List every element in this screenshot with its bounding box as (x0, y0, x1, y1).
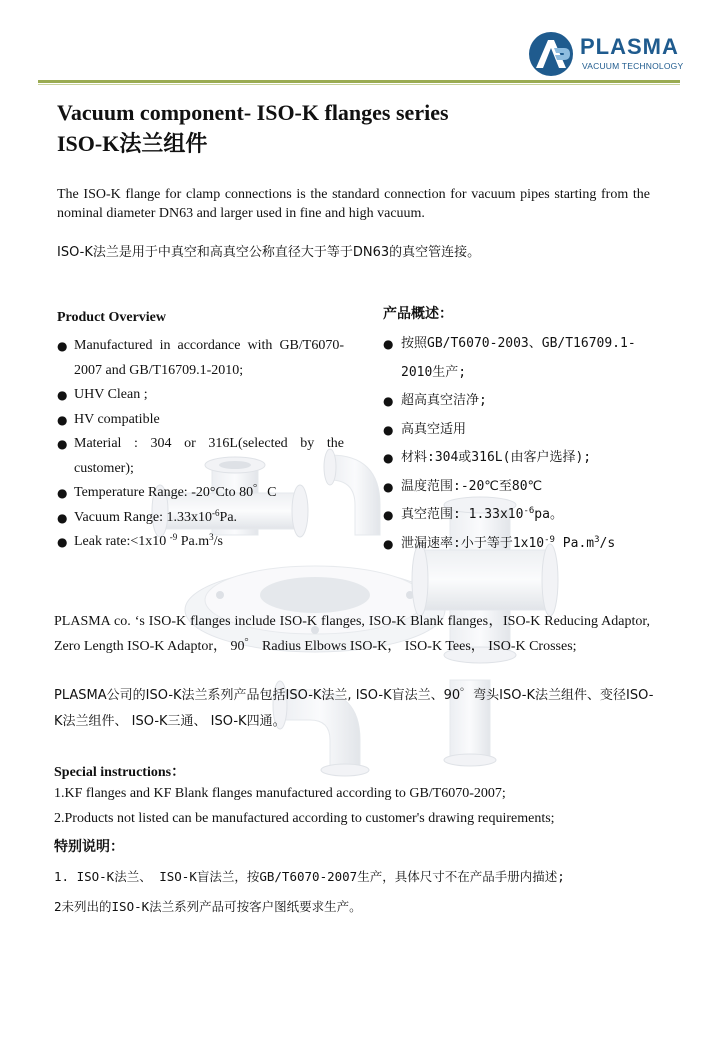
list-item-text: HV compatible (74, 411, 160, 427)
exponent: -9 (169, 532, 178, 542)
list-item (383, 473, 653, 502)
list-item (57, 481, 344, 506)
special-instruction-cn-1: 1. ISO-K法兰、 ISO-K盲法兰，按GB/T6070-2007生产，具体尺寸不在产品手册内描述; (54, 869, 565, 884)
unit-text: Pa.m (177, 534, 210, 549)
list-item-text: 高真空适用 (401, 421, 467, 437)
list-item (383, 530, 653, 559)
header-divider (38, 80, 680, 83)
list-item (57, 432, 344, 481)
overview-list-en (57, 334, 344, 555)
list-item-text: 真空范围: 1.33x10 (401, 507, 524, 522)
list-item-text: Vacuum Range: 1.33x10 (74, 509, 213, 525)
list-item-text: 泄漏速率:小于等于1x10 (401, 535, 545, 551)
list-item (383, 444, 653, 473)
product-range-en: PLASMA co. ‘s ISO-K flanges include ISO-K flanges, ISO-K Blank flanges，ISO-K Reducing Adaptor, Zero Length ISO-K Adaptor， 90゜ Radius Elbows ISO-K， ISO-K Tees， ISO-K Crosses; (54, 614, 650, 654)
special-instruction-2: 2.Products not listed can be manufactured according to customer's drawing requirements; (54, 811, 555, 826)
special-instructions-title-cn: 特别说明： (54, 839, 124, 855)
list-item-text: 按照GB/T6070-2003、GB/T16709.1-2010生产; (401, 336, 636, 380)
overview-list-cn (383, 330, 653, 558)
unit-text: /s (213, 534, 223, 549)
list-item-text: Manufactured in accordance with GB/T6070-2007 and GB/T16709.1-2010; (74, 338, 344, 378)
list-item (57, 530, 344, 555)
overview-title-en: Product Overview (57, 310, 166, 325)
exponent: -6 (212, 507, 220, 518)
list-item (57, 334, 344, 383)
list-item-text: Temperature Range: -20°Cto 80゜C (74, 485, 277, 500)
special-instructions-title: Special instructions： (54, 765, 186, 780)
list-item-text: UHV Clean ; (74, 387, 148, 402)
list-item (383, 416, 653, 445)
list-item-text: 温度范围:-20℃至80℃ (401, 478, 543, 494)
list-item (57, 408, 344, 433)
intro-paragraph-en: The ISO-K flange for clamp connections is the standard connection for vacuum pipes starting from the nominal diameter DN63 and larger used in fine and high vacuum. (57, 187, 650, 221)
list-item (57, 383, 344, 408)
list-item-text: Leak rate:<1x10 (74, 534, 170, 549)
unit-text: /s (599, 535, 616, 551)
unit-text: pa。 (534, 507, 563, 522)
page-title-en: Vacuum component- ISO-K flanges series (57, 100, 449, 125)
product-range-cn: PLASMA公司的ISO-K法兰系列产品包括ISO-K法兰, ISO-K盲法兰、90゜弯头ISO-K法兰组件、变径ISO-K法兰组件、 ISO-K三通、 ISO-K四通。 (54, 688, 654, 729)
list-item (383, 330, 653, 387)
special-instruction-1: 1.KF flanges and KF Blank flanges manufactured according to GB/T6070-2007; (54, 786, 506, 801)
unit-text: Pa. (219, 509, 238, 525)
list-item-text: 材料:304或316L(由客户选择); (401, 450, 592, 465)
special-instruction-cn-2: 2未列出的ISO-K法兰系列产品可按客户图纸要求生产。 (54, 899, 362, 914)
list-item (57, 506, 344, 531)
exponent: 3 (594, 534, 600, 545)
exponent: 3 (209, 532, 214, 542)
list-item-text: Material : 304 or 316L(selected by the customer); (74, 436, 344, 476)
intro-paragraph-cn: ISO-K法兰是用于中真空和高真空公称直径大于等于DN63的真空管连接。 (57, 245, 481, 260)
overview-title-cn: 产品概述： (383, 306, 453, 322)
list-item (383, 501, 653, 530)
list-item (383, 387, 653, 416)
exponent: -9 (544, 534, 555, 545)
unit-text: Pa.m (554, 535, 595, 551)
header-divider-thin (38, 84, 680, 85)
page-title-cn: ISO-K法兰组件 (57, 131, 208, 156)
brand-name: PLASMA (580, 34, 679, 59)
brand-tagline: VACUUM TECHNOLOGY (582, 61, 684, 71)
exponent: -6 (523, 506, 535, 516)
list-item-text: 超高真空洁净; (401, 393, 487, 408)
